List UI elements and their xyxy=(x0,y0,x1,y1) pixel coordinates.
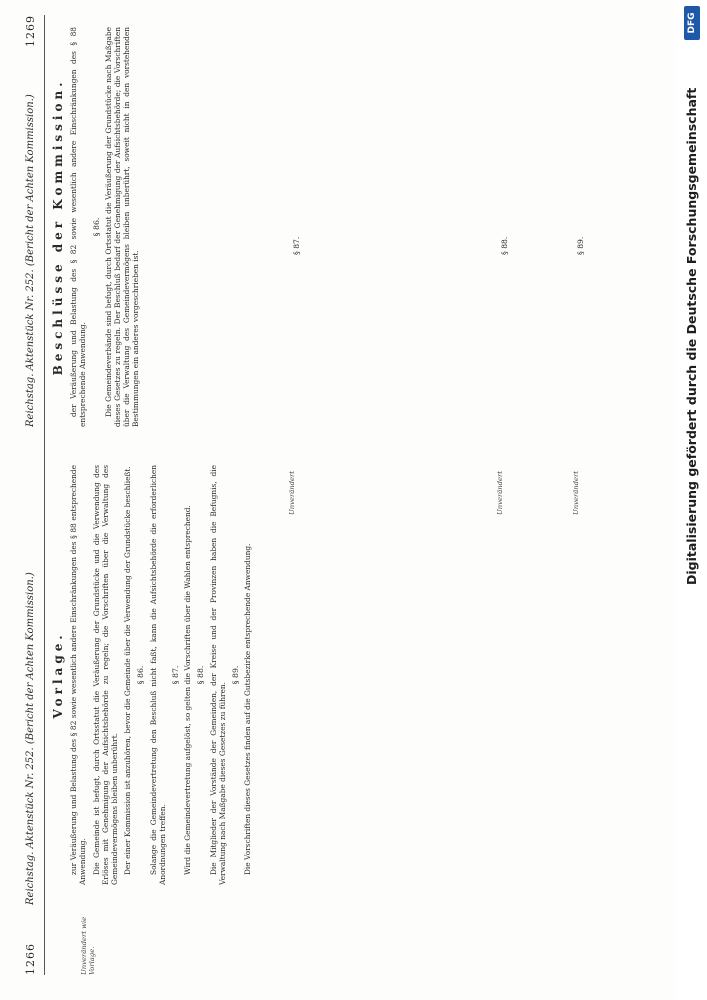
paragraph: zur Veräußerung und Belastung des § 82 sowie wesentlich andere Einschränkungen des § 88 entsprechende Anwendung. xyxy=(69,465,88,885)
column-heading-right: Beschlüsse der Kommission. xyxy=(51,78,65,376)
column-heading-left: Vorlage. xyxy=(51,631,65,719)
page-header xyxy=(18,15,45,975)
section-number: § 86. xyxy=(91,217,101,237)
digitization-strip xyxy=(676,0,707,1000)
dfg-logo-text: DFG xyxy=(687,12,697,34)
section-number: § 86. xyxy=(136,665,146,685)
section-number: § 87. xyxy=(292,236,301,255)
rotated-document xyxy=(18,15,658,975)
section-text: Solange die Gemeindevertretung den Beschluß nicht faßt, kann die Aufsichtsbehörde die erforderlichen Anordnungen treffen. xyxy=(148,465,167,885)
running-title-right: Reichstag. Aktenstück Nr. 252. (Bericht der Achten Kommission.) xyxy=(25,94,36,427)
margin-note-right: Unverändert xyxy=(496,470,504,515)
section-number: § 88. xyxy=(196,665,206,685)
paragraph: Der einer Kommission ist anzuhören, bevor die Gemeinde über die Verwendung der Grundstücke beschließt. xyxy=(123,466,133,875)
margin-note-right: Unverändert xyxy=(288,470,296,515)
funding-notice: Digitalisierung gefördert durch die Deutsche Forschungsgemeinschaft xyxy=(684,87,699,585)
margin-note-left: Unverändert wie Vorlage. xyxy=(80,916,96,975)
section-text: Wird die Gemeindevertretung aufgelöst, so gelten die Vorschriften über die Wahlen entsprechend. xyxy=(183,505,193,875)
section-number: § 87. xyxy=(171,665,181,685)
page-number-right: 1269 xyxy=(24,15,37,47)
section-number: § 89. xyxy=(231,665,241,685)
page-number-left: 1266 xyxy=(24,943,37,975)
section-number: § 89. xyxy=(576,236,585,255)
section-number: § 88. xyxy=(500,236,509,255)
right-column xyxy=(51,27,145,427)
section-text: Die Vorschriften dieses Gesetzes finden auf die Gutsbezirke entsprechende Anwendung. xyxy=(243,543,253,875)
section-text: Die Gemeindeverbände sind befugt, durch Ortsstatut die Veräußerung der Grundstücke nach Maßgabe dieses Gesetzes zu regeln. Der Beschluß bedarf der Genehmigung der Aufsichtsbehörde; die Vorschriften über die Verwaltung des Gemeindevermögens bleiben unberührt, soweit nicht in den vorstehenden Bestimmungen ein anderes vorgeschrieben ist. xyxy=(103,27,141,427)
margin-note-right: Unverändert xyxy=(572,470,580,515)
paragraph: Die Gemeinde ist befugt, durch Ortsstatut die Veräußerung der Grundstücke und die Verwendung des Erlöses mit Genehmigung der Aufsichtsbehörde zu regeln; die Vorschriften über die Verwaltung des Gemeindevermögens bleiben unberührt. xyxy=(91,465,120,885)
section-text: Die Mitglieder der Vorstände der Gemeinden, der Kreise und der Provinzen haben die Befugnis, die Verwaltung nach Maßgabe dieses Gesetzes zu führen. xyxy=(208,465,227,885)
left-column xyxy=(51,465,256,885)
paragraph: der Veräußerung und Belastung des § 82 sowie wesentlich andere Einschränkungen des § 88 entsprechende Anwendung. xyxy=(69,27,88,427)
dfg-logo-icon xyxy=(684,6,700,40)
running-title-left: Reichstag. Aktenstück Nr. 252. (Bericht der Achten Kommission.) xyxy=(25,572,36,905)
